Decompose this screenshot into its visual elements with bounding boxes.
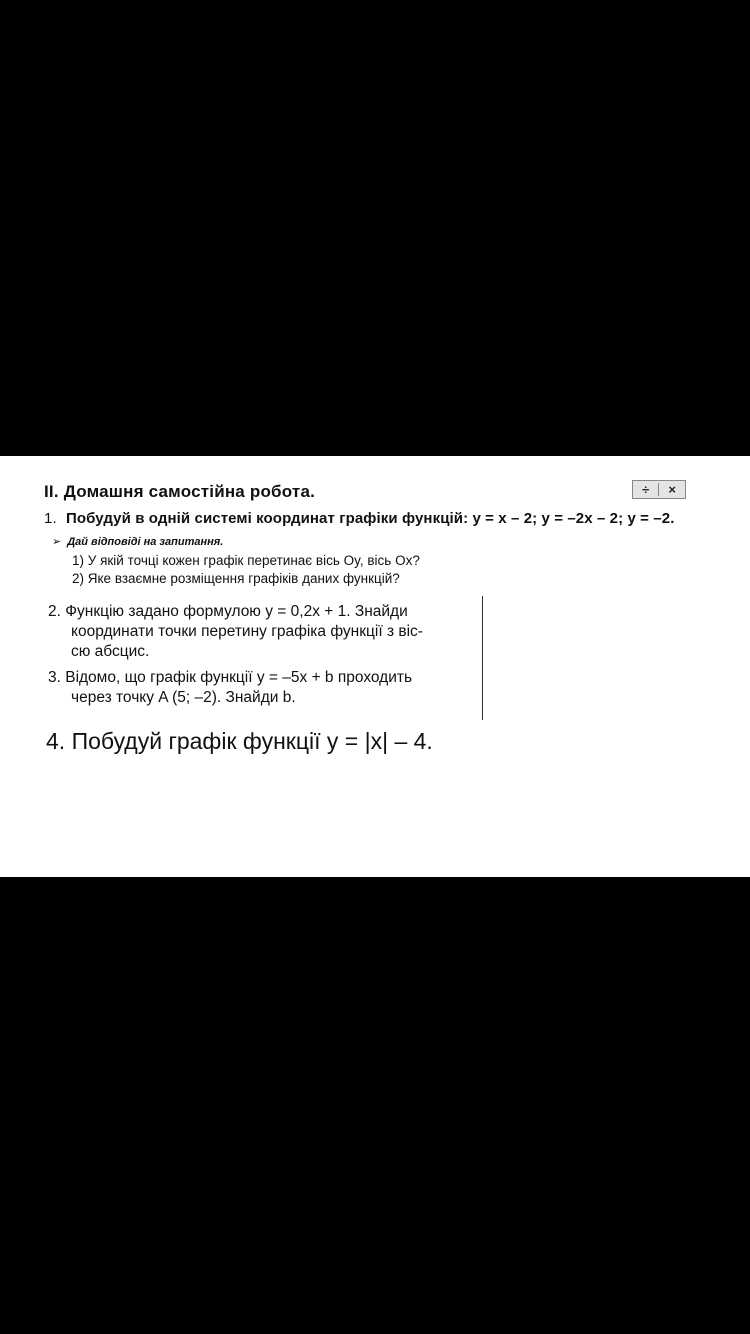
badge-divider: [658, 483, 659, 496]
task-2-line-2: координати точки перетину графіка функції з віс-: [71, 623, 423, 640]
operations-badge: [632, 480, 686, 499]
question-2: 2) Яке взаємне розміщення графіків даних функцій?: [72, 571, 400, 586]
task-2-line-1: 2. Функцію задано формулою y = 0,2x + 1. Знайди: [48, 603, 408, 620]
task-2-line-3: сю абсцис.: [71, 643, 150, 660]
cut-off-text-fragment: [130, 853, 280, 859]
task-3: [48, 668, 480, 708]
divide-icon: ÷: [642, 482, 650, 497]
question-1: 1) У якій точці кожен графік перетинає вісь Oy, вісь Ox?: [72, 553, 420, 568]
task-3-line-2: через точку A (5; –2). Знайди b.: [71, 689, 296, 706]
textbook-page: [0, 456, 750, 877]
task-1-text: Побудуй в одній системі координат графіки функцій: y = x – 2; y = –2x – 2; y = –2.: [66, 510, 675, 527]
task-2: [48, 602, 480, 662]
task-3-line-1: 3. Відомо, що графік функції y = –5x + b проходить: [48, 669, 413, 686]
task-1-number: 1.: [44, 510, 57, 527]
arrow-marker-icon: ➢: [52, 536, 62, 548]
task-4: 4. Побудуй графік функції y = |x| – 4.: [46, 728, 433, 754]
multiply-icon: ×: [668, 482, 676, 497]
section-title: II. Домашня самостійна робота.: [44, 482, 316, 501]
answer-heading: [52, 535, 223, 548]
answer-heading-text: Дай відповіді на запитання.: [67, 536, 224, 548]
task-1: [44, 510, 674, 527]
tasks-2-3-block: [44, 596, 483, 720]
